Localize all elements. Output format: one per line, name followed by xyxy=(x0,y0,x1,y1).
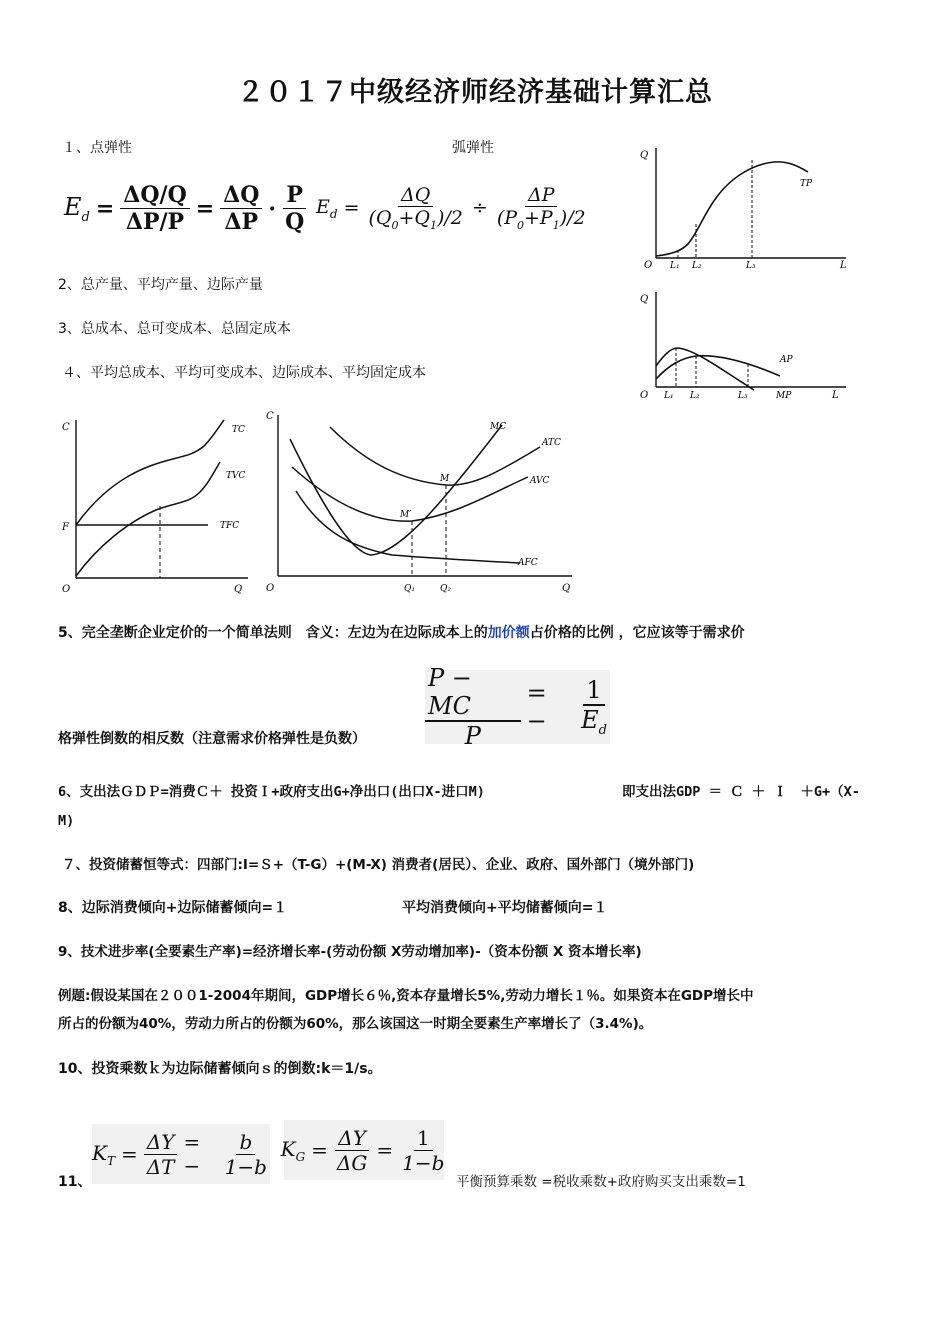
section-6-line-1b: 即支出法GDP ＝ Ｃ ＋ Ｉ ＋G+（X- xyxy=(622,784,860,800)
total-cost-graph xyxy=(58,410,258,600)
point-m-prime-label: M′ xyxy=(400,510,412,520)
tvc-label: TVC xyxy=(226,471,246,481)
section-8-left: 8、边际消费倾向+边际储蓄倾向=１ xyxy=(58,900,288,916)
ap-y-label: Q xyxy=(640,294,649,305)
cost-x-label: Q xyxy=(234,584,243,595)
cost-f-label: F xyxy=(62,522,69,533)
example-line-1: 例题:假设某国在２００1-2004年期间，GDP增长６％,资本存量增长5%,劳动力增长１％。如果资本在GDP增长中 xyxy=(58,988,754,1004)
tc-curve xyxy=(76,420,224,525)
section-5-highlight: 加价额 xyxy=(487,625,530,641)
mc-label: MC xyxy=(490,422,507,432)
arc-elasticity-label: 弧弹性 xyxy=(452,140,494,156)
unit-cost-graph xyxy=(262,405,582,600)
page-title: ２０１７中级经济师经济基础计算汇总 xyxy=(237,77,713,108)
section-6-line-2: M) xyxy=(58,813,75,829)
section-5-text-pre: 5、完全垄断企业定价的一个简单法则 含义：左边为在边际成本上的 xyxy=(58,625,488,641)
ap-origin: O xyxy=(640,390,649,401)
tp-l2: L₂ xyxy=(692,261,702,271)
ap-l1: L₁ xyxy=(664,391,674,401)
section-11-label: 11、 xyxy=(58,1174,92,1190)
section-6-line-1a: 6、支出法ＧＤＰ=消费Ｃ＋ 投资Ｉ+政府支出G+净出口(出口X-进口M) xyxy=(58,784,485,800)
pricing-rule-formula: $\frac{P - MC}{P}$ = − $\frac{1}{E_d}$ xyxy=(425,670,610,744)
cost-y-label: C xyxy=(62,422,70,433)
tp-y-label: Q xyxy=(640,150,649,161)
atc-curve xyxy=(330,427,540,485)
unit-origin: O xyxy=(266,583,275,594)
tvc-curve xyxy=(76,462,220,576)
tp-l1: L₁ xyxy=(670,261,680,271)
section-5-line-1 xyxy=(58,623,745,643)
example-line-2: 所占的份额为40%，劳动力所占的份额为60%，那么该国这一时期全要素生产率增长了（3.4%)。 xyxy=(58,1016,653,1032)
tax-multiplier-formula: $K_T$ = $\frac{\Delta Y}{\Delta T}$ = − $\frac{b}{1-b}$ xyxy=(92,1124,270,1184)
arc-elasticity-formula: $E_d$ = $\frac{\Delta Q}{(Q_0+Q_1)/2}$ ÷ $\frac{\Delta P}{(P_0+P_1)/2}$ xyxy=(316,184,586,232)
tp-l3: L₃ xyxy=(746,261,756,271)
section-3-label: 3、总成本、总可变成本、总固定成本 xyxy=(58,321,291,337)
afc-label: AFC xyxy=(518,558,538,568)
tc-label: TC xyxy=(232,425,245,435)
tfc-label: TFC xyxy=(220,521,240,531)
unit-y-label: C xyxy=(266,411,274,422)
section-7-label: ７、投资储蓄恒等式：四部门:I=Ｓ+（T-G）+(M-X) 消费者(居民）、企业、政府、国外部门（境外部门) xyxy=(62,857,695,873)
section-2-label: 2、总产量、平均产量、边际产量 xyxy=(58,277,263,293)
cost-origin: O xyxy=(62,584,71,595)
section-4-label: ４、平均总成本、平均可变成本、边际成本、平均固定成本 xyxy=(62,365,426,381)
point-elasticity-formula: $E_d$ = $\frac{\Delta Q/Q}{\Delta P/P}$ = $\frac{\Delta Q}{\Delta P}$ · $\frac{P}{Q}$ xyxy=(64,182,305,235)
total-product-graph xyxy=(636,140,856,275)
avc-label: AVC xyxy=(530,476,550,486)
ap-l3: L₃ xyxy=(738,391,748,401)
ap-l2: L₂ xyxy=(690,391,700,401)
tp-curve-label: TP xyxy=(800,179,813,189)
section-10-label: 10、投资乘数ｋ为边际储蓄倾向ｓ的倒数:k＝1/s。 xyxy=(58,1061,382,1077)
tp-origin: O xyxy=(644,260,653,271)
mp-curve xyxy=(656,348,754,390)
section-5-text-post: 占价格的比例 ，它应该等于需求价 xyxy=(529,625,745,641)
q2-label: Q₂ xyxy=(440,584,451,594)
balanced-budget-multiplier-note: 平衡预算乘数 =税收乘数+政府购买支出乘数=1 xyxy=(456,1174,746,1190)
atc-label: ATC xyxy=(542,438,561,448)
section-8-right: 平均消费倾向+平均储蓄倾向=１ xyxy=(402,900,608,916)
point-m-label: M xyxy=(440,474,450,484)
section-1-label: １、点弹性 xyxy=(62,140,132,156)
section-9-label: 9、技术进步率(全要素生产率)=经济增长率-(劳动份额 X劳动增加率)-（资本份额 X 资本增长率) xyxy=(58,944,642,960)
tp-x-label: L xyxy=(840,260,847,271)
ap-curve-label: AP xyxy=(780,355,793,365)
average-marginal-product-graph xyxy=(636,284,856,409)
tp-curve xyxy=(656,162,808,256)
unit-x-label: Q xyxy=(562,583,571,594)
mp-curve-label: MP xyxy=(776,391,792,401)
ap-x-label: L xyxy=(832,390,839,401)
q1-label: Q₁ xyxy=(404,584,415,594)
section-5-line-2: 格弹性倒数的相反数（注意需求价格弹性是负数） xyxy=(58,731,366,747)
afc-curve xyxy=(296,491,520,563)
government-spending-multiplier-formula: $K_G$ = $\frac{\Delta Y}{\Delta G}$ = $\frac{1}{1-b}$ xyxy=(284,1120,444,1180)
